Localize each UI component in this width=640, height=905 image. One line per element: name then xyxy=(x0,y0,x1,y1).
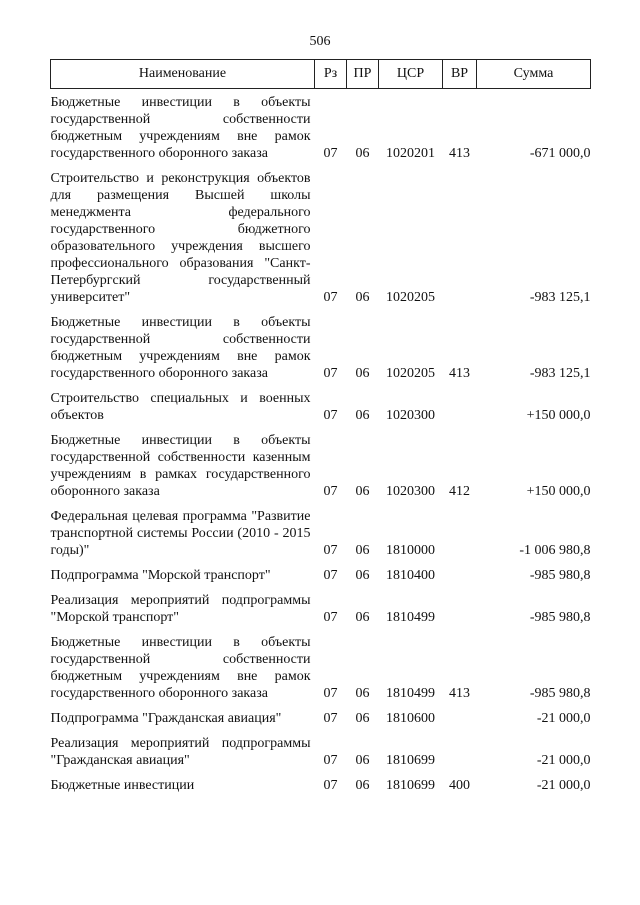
cell-name: Реализация мероприятий подпрограммы "Гражданская авиация" xyxy=(50,736,311,768)
cell-sum: +150 000,0 xyxy=(526,408,591,423)
cell-name: Реализация мероприятий подпрограммы "Морской транспорт" xyxy=(50,593,311,625)
header-rz: Рз xyxy=(315,60,347,89)
table-row xyxy=(51,309,591,385)
cell-csr: 1020300 xyxy=(386,484,435,499)
cell-sum: -21 000,0 xyxy=(536,778,591,793)
cell-csr: 1020201 xyxy=(386,146,435,161)
cell-rz: 07 xyxy=(323,711,338,726)
cell-pr: 06 xyxy=(355,408,370,423)
cell-name: Бюджетные инвестиции в объекты государственной собственности бюджетным учреждениям вне рамок государственного оборонного заказа xyxy=(50,315,311,381)
cell-rz: 07 xyxy=(323,146,338,161)
cell-rz: 07 xyxy=(323,543,338,558)
table-header-row xyxy=(51,60,591,89)
cell-rz: 07 xyxy=(323,686,338,701)
cell-pr: 06 xyxy=(355,610,370,625)
cell-name: Федеральная целевая программа "Развитие транспортной системы России (2010 - 2015 годы)" xyxy=(50,509,311,558)
cell-vr xyxy=(443,587,477,629)
cell-pr: 06 xyxy=(355,753,370,768)
cell-vr: 400 xyxy=(449,778,470,793)
cell-pr: 06 xyxy=(355,568,370,583)
cell-csr: 1810699 xyxy=(386,753,435,768)
cell-pr: 06 xyxy=(355,366,370,381)
cell-csr: 1020205 xyxy=(386,290,435,305)
cell-vr xyxy=(443,730,477,772)
table-row xyxy=(51,562,591,587)
cell-name: Подпрограмма "Гражданская авиация" xyxy=(50,711,282,726)
cell-name: Строительство и реконструкция объектов для размещения Высшей школы менеджмента федерального государственного бюджетного образовательного учреждения высшего профессионального образования "Санкт-Петербургский государственный университет" xyxy=(50,171,311,305)
cell-pr: 06 xyxy=(355,543,370,558)
cell-sum: -983 125,1 xyxy=(529,290,591,305)
cell-csr: 1810499 xyxy=(386,686,435,701)
cell-name: Бюджетные инвестиции в объекты государственной собственности бюджетным учреждениям вне рамок государственного оборонного заказа xyxy=(50,95,311,161)
cell-csr: 1810400 xyxy=(386,568,435,583)
cell-vr xyxy=(443,503,477,562)
cell-name: Строительство специальных и военных объектов xyxy=(50,391,311,423)
cell-name: Бюджетные инвестиции в объекты государственной собственности бюджетным учреждениям вне рамок государственного оборонного заказа xyxy=(50,635,311,701)
cell-pr: 06 xyxy=(355,711,370,726)
header-pr: ПР xyxy=(347,60,379,89)
cell-vr: 413 xyxy=(449,366,470,381)
table-row xyxy=(51,427,591,503)
cell-vr: 413 xyxy=(449,146,470,161)
cell-rz: 07 xyxy=(323,610,338,625)
cell-vr xyxy=(443,165,477,309)
table-row xyxy=(51,165,591,309)
cell-csr: 1020300 xyxy=(386,408,435,423)
cell-csr: 1810000 xyxy=(386,543,435,558)
cell-pr: 06 xyxy=(355,484,370,499)
cell-vr xyxy=(443,385,477,427)
cell-rz: 07 xyxy=(323,408,338,423)
table-row xyxy=(51,730,591,772)
header-vr: ВР xyxy=(443,60,477,89)
cell-vr: 412 xyxy=(449,484,470,499)
cell-csr: 1810699 xyxy=(386,778,435,793)
table-row xyxy=(51,772,591,797)
cell-name: Бюджетные инвестиции xyxy=(50,778,195,793)
cell-rz: 07 xyxy=(323,290,338,305)
table-row xyxy=(51,587,591,629)
cell-sum: -983 125,1 xyxy=(529,366,591,381)
cell-rz: 07 xyxy=(323,778,338,793)
table-row xyxy=(51,503,591,562)
cell-csr: 1020205 xyxy=(386,366,435,381)
page-number: 506 xyxy=(309,34,331,49)
cell-vr: 413 xyxy=(449,686,470,701)
header-name: Наименование xyxy=(51,60,315,89)
cell-sum: -21 000,0 xyxy=(536,711,591,726)
table-row xyxy=(51,705,591,730)
table-row xyxy=(51,629,591,705)
cell-rz: 07 xyxy=(323,753,338,768)
cell-vr xyxy=(443,705,477,730)
cell-csr: 1810600 xyxy=(386,711,435,726)
cell-pr: 06 xyxy=(355,146,370,161)
cell-sum: -1 006 980,8 xyxy=(519,543,591,558)
budget-table xyxy=(50,59,591,797)
header-sum: Сумма xyxy=(477,60,591,89)
cell-sum: -21 000,0 xyxy=(536,753,591,768)
cell-csr: 1810499 xyxy=(386,610,435,625)
cell-name: Бюджетные инвестиции в объекты государственной собственности казенным учреждениям в рамках государственного оборонного заказа xyxy=(50,433,311,499)
cell-rz: 07 xyxy=(323,366,338,381)
cell-rz: 07 xyxy=(323,568,338,583)
header-csr: ЦСР xyxy=(379,60,443,89)
cell-sum: -985 980,8 xyxy=(529,686,591,701)
cell-sum: -985 980,8 xyxy=(529,568,591,583)
cell-sum: -985 980,8 xyxy=(529,610,591,625)
cell-pr: 06 xyxy=(355,290,370,305)
cell-pr: 06 xyxy=(355,686,370,701)
cell-vr xyxy=(443,562,477,587)
table-row xyxy=(51,385,591,427)
cell-rz: 07 xyxy=(323,484,338,499)
cell-sum: -671 000,0 xyxy=(529,146,591,161)
cell-name: Подпрограмма "Морской транспорт" xyxy=(50,568,271,583)
cell-pr: 06 xyxy=(355,778,370,793)
table-row xyxy=(51,89,591,166)
cell-sum: +150 000,0 xyxy=(526,484,591,499)
